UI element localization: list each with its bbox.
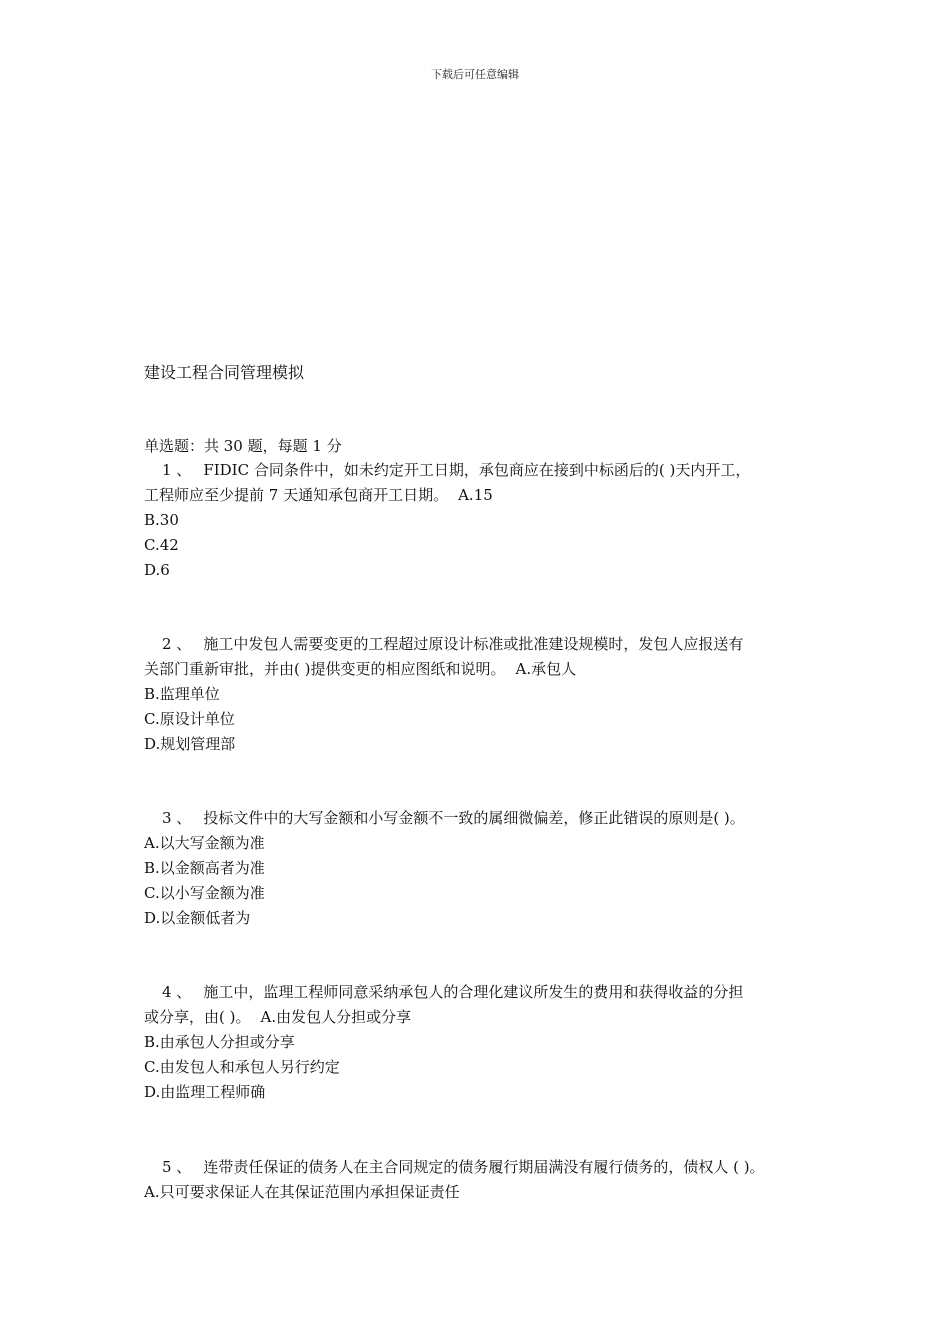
question-text: 关部门重新审批，并由( )提供变更的相应图纸和说明。 [144, 660, 506, 678]
option-a: A.承包人 [515, 660, 577, 678]
question-number: 1 、 [162, 461, 192, 479]
document-title: 建设工程合同管理模拟 [144, 363, 305, 382]
option-b: B.30 [144, 511, 179, 529]
question-text: 连带责任保证的债务人在主合同规定的债务履行期届满没有履行债务的，债权人 ( )。 [203, 1158, 765, 1176]
option-c: C.由发包人和承包人另行约定 [144, 1058, 340, 1076]
option-c: C.以小写金额为准 [144, 884, 265, 902]
option-a: A.15 [458, 486, 493, 504]
question-number: 2 、 [162, 635, 192, 653]
option-b: B.监理单位 [144, 685, 220, 703]
question-4 [144, 980, 824, 1105]
question-number: 5 、 [162, 1158, 192, 1176]
question-text: 施工中发包人需要变更的工程超过原设计标准或批准建设规模时，发包人应报送有 [203, 635, 744, 653]
option-a: A.只可要求保证人在其保证范围内承担保证责任 [144, 1183, 460, 1201]
question-text: 工程师应至少提前 7 天通知承包商开工日期。 [144, 486, 449, 504]
question-stem-line [144, 632, 824, 657]
question-stem-line [144, 980, 824, 1005]
option-d: D.6 [144, 561, 170, 579]
question-stem-line [144, 483, 824, 508]
question-text: 施工中，监理工程师同意采纳承包人的合理化建议所发生的费用和获得收益的分担 [203, 983, 744, 1001]
question-text: 投标文件中的大写金额和小写金额不一致的属细微偏差，修正此错误的原则是( )。 [203, 809, 745, 827]
question-2 [144, 632, 824, 757]
option-a: A.由发包人分担或分享 [260, 1008, 412, 1026]
question-stem-line [144, 657, 824, 682]
option-b: B.以金额高者为准 [144, 859, 265, 877]
question-text: 或分享，由( )。 [144, 1008, 251, 1026]
question-number: 4 、 [162, 983, 192, 1001]
question-stem-line [144, 1155, 824, 1180]
option-d: D.由监理工程师确 [144, 1083, 266, 1101]
section-heading: 单选题：共 30 题，每题 1 分 [144, 437, 342, 455]
option-c: C.原设计单位 [144, 710, 235, 728]
question-text: FIDIC 合同条件中，如未约定开工日期，承包商应在接到中标函后的( )天内开工， [203, 461, 751, 479]
header-note: 下载后可任意编辑 [431, 68, 519, 81]
question-stem-line [144, 458, 824, 483]
question-1 [144, 458, 824, 583]
option-d: D.规划管理部 [144, 735, 236, 753]
option-a: A.以大写金额为准 [144, 834, 265, 852]
option-b: B.由承包人分担或分享 [144, 1033, 295, 1051]
question-stem-line [144, 806, 824, 831]
question-number: 3 、 [162, 809, 192, 827]
question-5 [144, 1155, 824, 1205]
option-c: C.42 [144, 536, 179, 554]
question-stem-line [144, 1005, 824, 1030]
option-d: D.以金额低者为 [144, 909, 251, 927]
question-3 [144, 806, 824, 931]
